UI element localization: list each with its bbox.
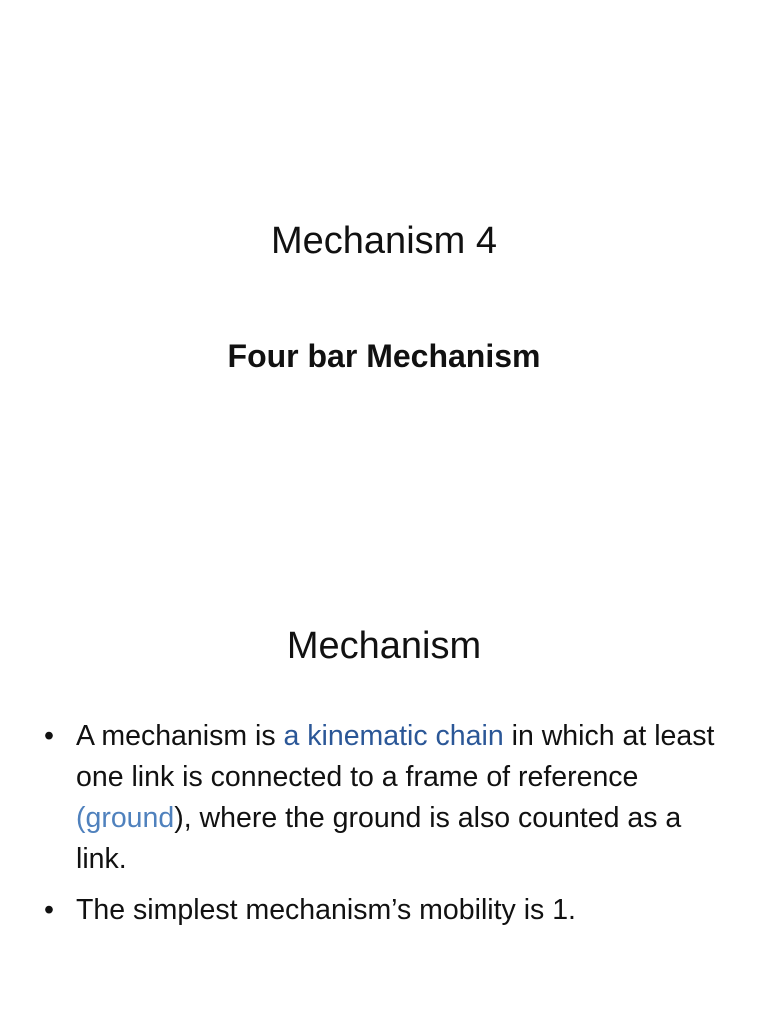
bullet-text: in which at least one link is connected to a frame of reference xyxy=(76,720,715,793)
slide-subtitle: Four bar Mechanism xyxy=(227,338,541,374)
highlight-kinematic-chain: a kinematic chain xyxy=(283,720,504,752)
bullet-dot-icon: • xyxy=(44,894,54,926)
bullet-list xyxy=(44,716,724,941)
slide-heading: Mechanism xyxy=(286,625,482,667)
bullet-text: ), where the ground is also counted as a link. xyxy=(76,802,682,875)
highlight-ground: (ground xyxy=(76,802,175,834)
slide-mechanism xyxy=(0,512,768,1024)
slide-title: Mechanism 4 xyxy=(271,220,497,262)
bullet-dot-icon: • xyxy=(44,720,54,752)
bullet-text: A mechanism is xyxy=(76,720,284,752)
bullet-item xyxy=(44,716,724,880)
bullet-item xyxy=(44,890,724,931)
bullet-text: The simplest mechanism’s mobility is 1. xyxy=(76,894,576,926)
